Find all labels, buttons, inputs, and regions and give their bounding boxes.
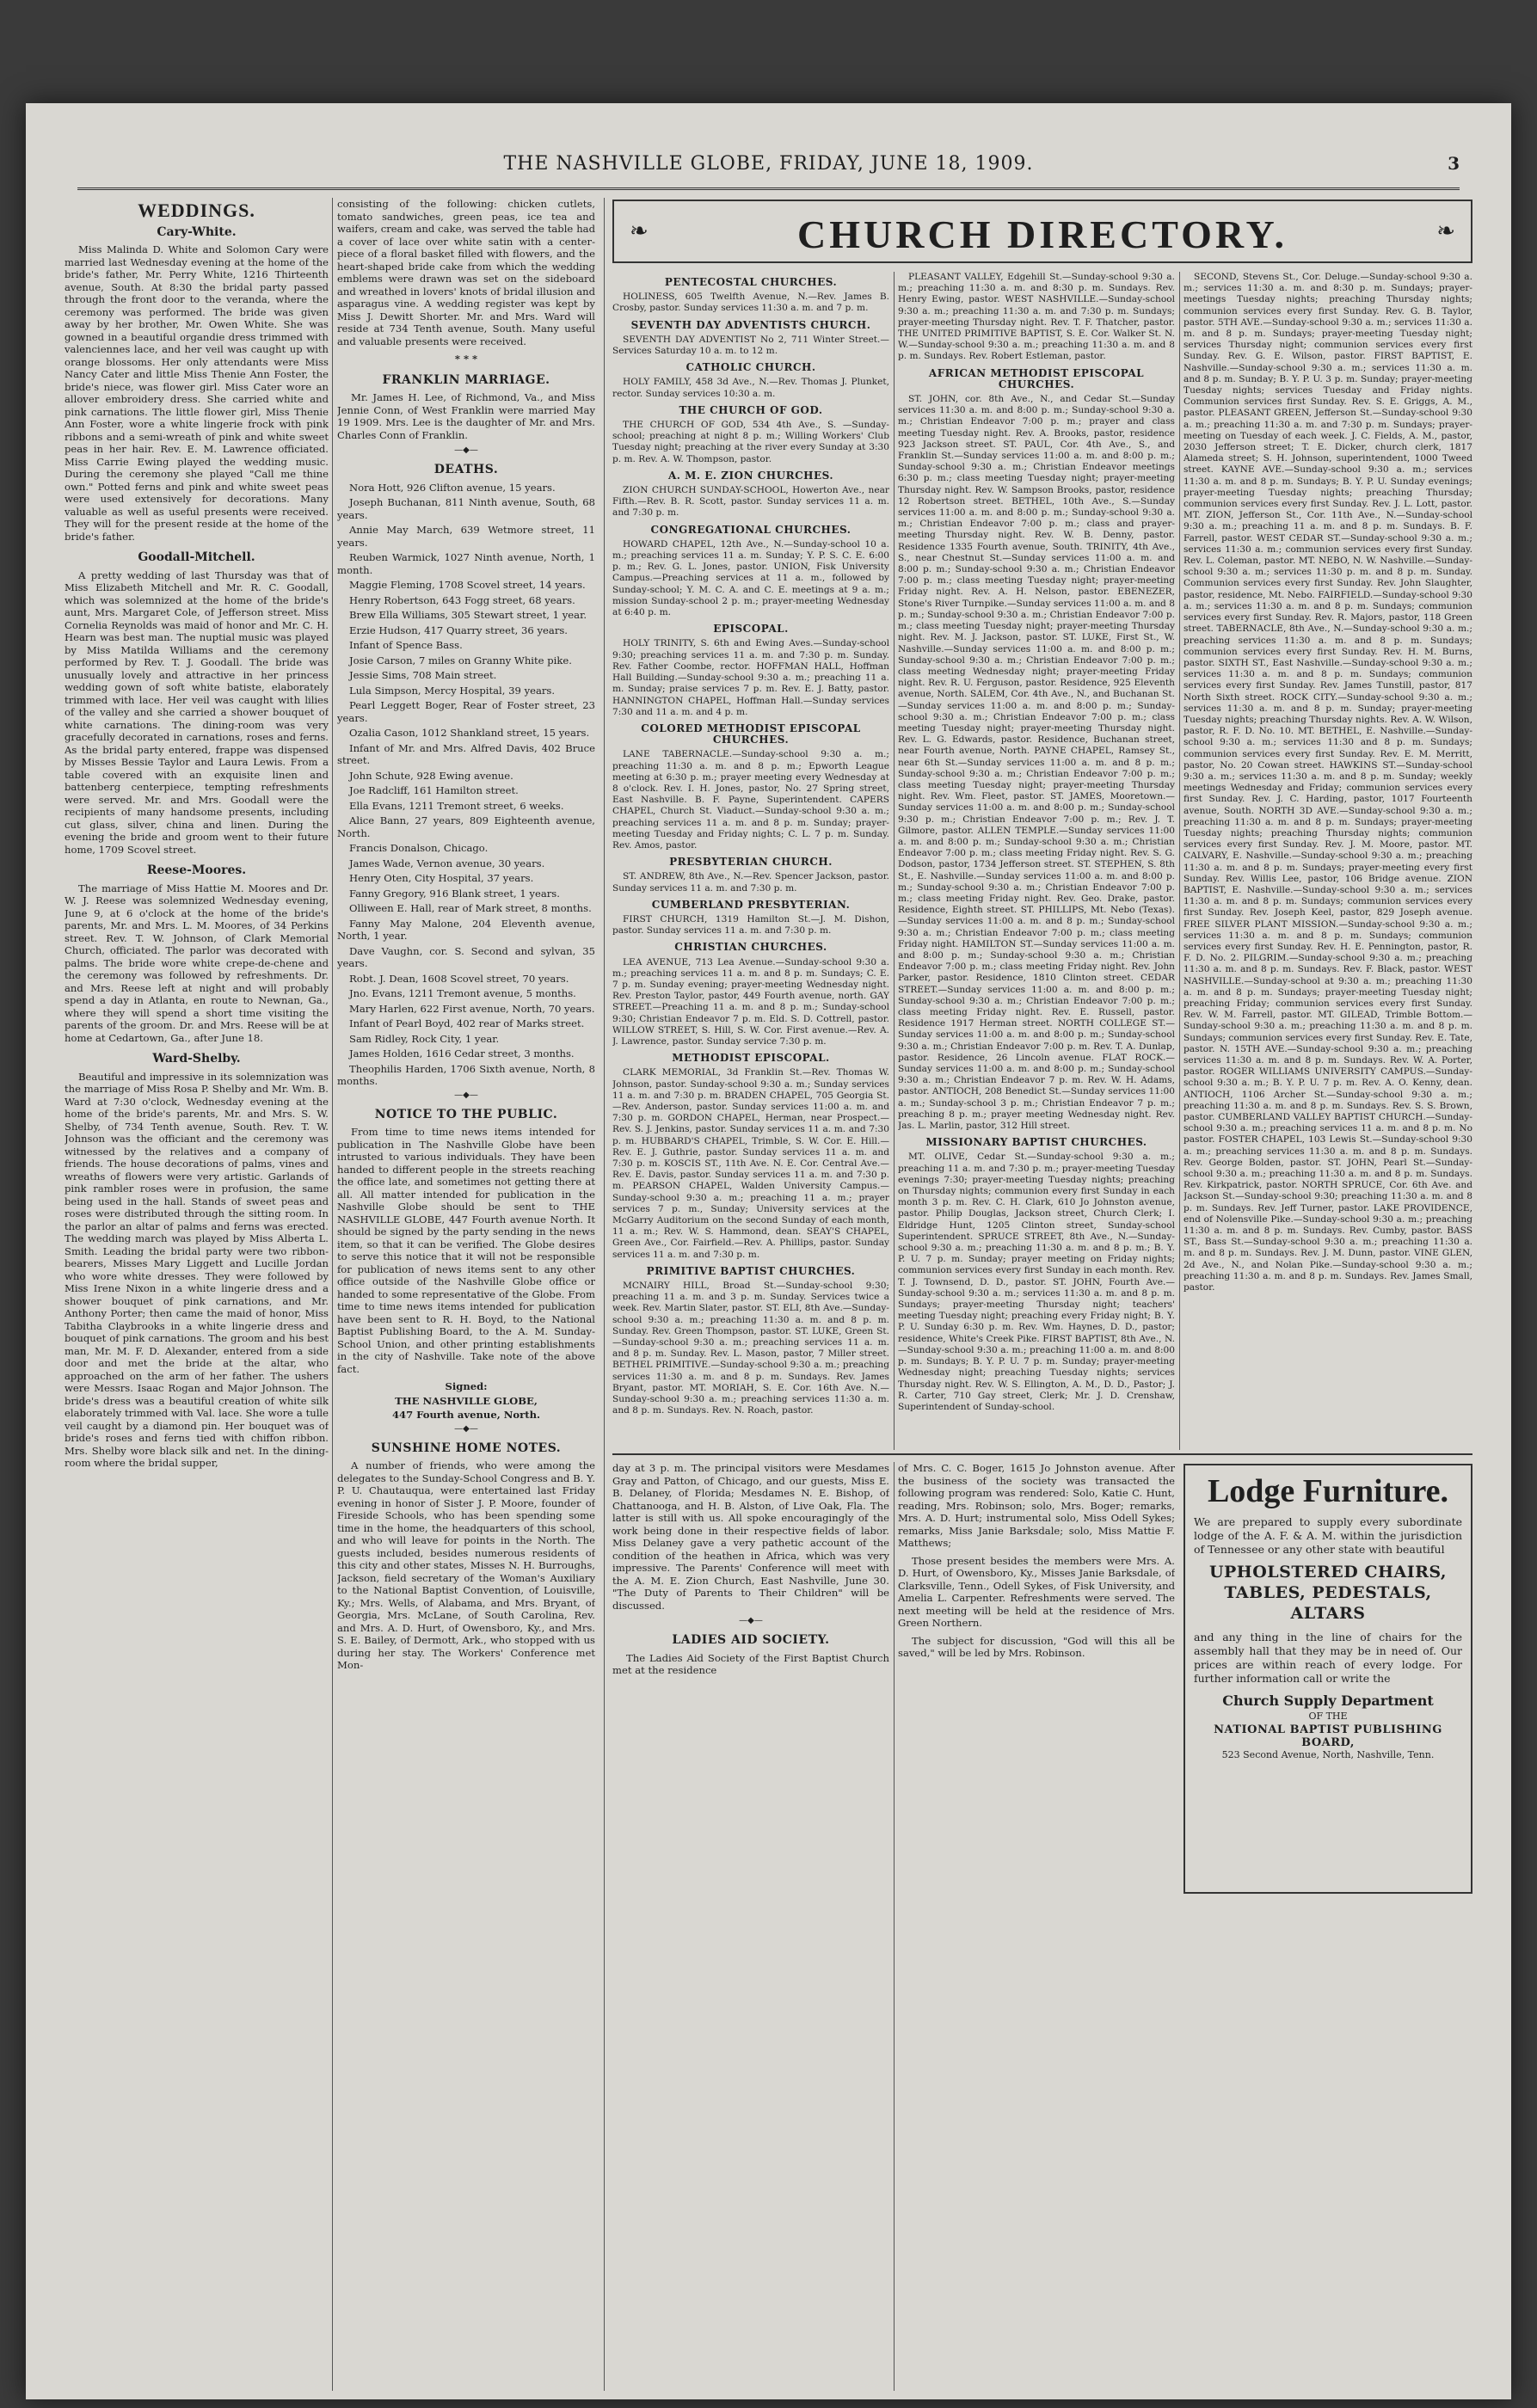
lodge-furniture-ad: [1183, 1464, 1472, 1894]
death-notice: Henry Robertson, 643 Fogg street, 68 years.: [349, 593, 575, 606]
directory-entry: LANE TABERNACLE.—Sunday-school 9:30 a. m.; preaching 11:30 a. m. and 8 p. m.; Epworth League meeting at 6:30 p. m.; prayer meeting every Wednesday at 8 o'clock. Rev. I. H. Jones, pastor, No. 27 Spring street, East Nashville. B. F. Payne, Superintendent. CAPERS CHAPEL, Church St. Viaduct.—Sunday-school 9:30 a. m.; preaching services 11 a. m. and 8 p. m. Sunday; prayer-meeting Tuesday and Friday nights; C. L. 7 p. m. Sunday. Rev. Amos, pastor.: [612, 749, 889, 851]
death-notice: James Wade, Vernon avenue, 30 years.: [349, 857, 545, 869]
death-notice: Infant of Pearl Boyd, 402 rear of Marks street.: [349, 1017, 585, 1029]
directory-entry: ST. ANDREW, 8th Ave., N.—Rev. Spencer Jackson, pastor. Sunday services 11 a. m. and 7:30 p. m.: [612, 871, 889, 894]
ladies-aid-text: The Ladies Aid Society of the First Baptist Church met at the residence: [612, 1651, 889, 1676]
franklin-marriage-title: FRANKLIN MARRIAGE.: [382, 372, 550, 387]
death-notice: Jessie Sims, 708 Main street.: [349, 669, 497, 681]
church-directory-title: CHURCH DIRECTORY.: [797, 212, 1288, 256]
cary-white-title: Cary-White.: [157, 224, 237, 239]
directory-section-heading: EPISCOPAL.: [713, 623, 789, 636]
directory-bottom-rule: [612, 1453, 1472, 1455]
notice-signed-name: THE NASHVILLE GLOBE,: [395, 1394, 538, 1407]
directory-entry: HOLY TRINITY, S. 6th and Ewing Aves.—Sunday-school 9:30; preaching services 11 a. m. and 7:30 p. m. Sunday. Rev. Father Coombe, rector. HOFFMAN HALL, Hoffman Hall Building.—Sunday-school 9:30 a. m.; preaching 11 a. m. Sunday; praise services 7 p. m. Rev. E. J. Batty, pastor. HANNINGTON CHAPEL, Hoffman Hall.—Sunday services 7:30 and 11 a. m. and 4 p. m.: [612, 638, 889, 717]
death-notice: Lula Simpson, Mercy Hospital, 39 years.: [349, 684, 556, 697]
directory-entry: MT. OLIVE, Cedar St.—Sunday-school 9:30 a. m.; preaching 11 a. m. and 7:30 p. m.; prayer-meeting Tuesday evenings 7:30; prayer-meeting Tuesday nights; preaching on Thursday nights; communion every first Sunday in each month 3 p. m. Rev. C. H. Clark, 610 Jo Johnston avenue, pastor. Philip Douglas, Jackson street, Church Clerk; I. Eldridge Hunt, 1205 Clinton street, Sunday-school Superintendent. SPRUCE STREET, 8th Ave., N.—Sunday-school 9:30 a. m.; preaching 11:30 a. m. and 8 p. m.; B. Y. P. U. 7 p. m. Sunday; prayer meeting on Friday nights; communion services every first Sunday in each month. Rev. T. J. Townsend, D. D., pastor. ST. JOHN, Fourth Ave.—Sunday-school 9:30 a. m.; services 11:30 a. m. and 8 p. m. Sundays; prayer-meeting Thursday night; teachers' meeting Tuesday night; preaching every Friday night; B. Y. P. U. Sunday 6:30 p. m. Rev. Wm. Haynes, D. D., pastor; residence, White's Creek Pike. FIRST BAPTIST, 8th Ave., N.—Sunday-school 9:30 a. m.; preaching 11:00 a. m. and 8:00 p. m. Sundays; B. Y. P. U. 7 p. m. Sunday; prayer-meeting Wednesday night; preaching Tuesday nights; services Thursday night. Rev. W. S. Ellington, A. M., D. D., Pastor; J. R. Carter, 710 Gay street, Clerk; Mr. J. D. Crenshaw, Superintendent of Sunday-school.: [898, 1152, 1175, 1412]
ward-shelby-title: Ward-Shelby.: [152, 1052, 241, 1066]
notice-title: NOTICE TO THE PUBLIC.: [374, 1107, 558, 1121]
death-notice: Ozalia Cason, 1012 Shankland street, 15 years.: [349, 727, 590, 739]
directory-entry: SEVENTH DAY ADVENTIST No 2, 711 Winter Street.—Services Saturday 10 a. m. to 12 m.: [612, 334, 889, 357]
column-divider: [894, 1462, 895, 2391]
death-notice: Jno. Evans, 1211 Tremont avenue, 5 months.: [349, 987, 576, 999]
ornament-divider: —◆—: [454, 1423, 478, 1434]
directory-entry: MCNAIRY HILL, Broad St.—Sunday-school 9:30; preaching 11 a. m. and 3 p. m. Sunday. Services twice a week. Rev. Martin Slater, pastor. ST. ELI, 8th Ave.—Sunday-school 9:30 a. m.; preaching 11:30 a. m. and 8 p. m. Sunday. Rev. Green Thompson, pastor. ST. LUKE, Green St.—Sunday-school 9:30 a. m.; preaching services 11 a. m. and 8 p. m. Sunday. Rev. L. Mason, pastor, 7 Miller street. BETHEL PRIMITIVE.—Sunday-school 9:30 a. m.; preaching services 11:30 a. m. and 8 p. m. Sundays. Rev. James Bryant, pastor. MT. MORIAH, S. E. Cor. 16th Ave. N.—Sunday-school 9:30 a. m.; preaching services 11:30 a. m. and 8 p. m. Sundays. Rev. N. Roach, pastor.: [612, 1281, 889, 1416]
death-notice: Infant of Spence Bass.: [349, 639, 463, 651]
notice-signed-address: 447 Fourth avenue, North.: [391, 1409, 541, 1421]
ladies-aid-title: LADIES AID SOCIETY.: [672, 1633, 830, 1647]
death-notice: Pearl Leggett Boger, Rear of Foster street, 23 years.: [337, 699, 595, 724]
leaf-ornament-icon: ❧: [630, 218, 649, 244]
ad-department: Church Supply Department: [1222, 1692, 1434, 1709]
notice-signed: Signed:: [445, 1380, 488, 1392]
goodall-mitchell-title: Goodall-Mitchell.: [138, 550, 255, 564]
ad-of: OF THE: [1308, 1711, 1348, 1722]
death-notice: Reuben Warmick, 1027 Ninth avenue, North, 1 month.: [337, 551, 595, 576]
directory-section-heading: SEVENTH DAY ADVENTISTS CHURCH.: [630, 318, 871, 331]
directory-entry: ZION CHURCH SUNDAY-SCHOOL, Howerton Ave., near Fifth.—Rev. B. R. Scott, pastor. Sunday services 11 a. m. and 7:30 p. m.: [612, 485, 889, 519]
directory-entry: HOLINESS, 605 Twelfth Avenue, N.—Rev. James B. Crosby, pastor. Sunday services 11:30 a. m. and 7 p. m.: [612, 292, 889, 314]
second-column: [337, 198, 595, 2391]
lower-column-1: [612, 1462, 889, 2391]
sunshine-continued: day at 3 p. m. The principal visitors were Mesdames Gray and Patton, of Chicago, and our guests, Miss E. B. Delaney, of Florida; Mesdames N. E. Bishop, of Chattanooga, and H. B. Alston, of Live Oak, Fla. The latter is still with us. All spoke encouragingly of the work being done in their respective fields of labor. Miss Delaney gave a very pathetic account of the condition of the heathen in Africa, which was very impressive. The Parents' Conference will meet with the A. M. E. Zion Church, East Nashville, June 30. "The Duty of Parents to Their Children" will be discussed.: [612, 1462, 889, 1612]
directory-entry: PLEASANT VALLEY, Edgehill St.—Sunday-school 9:30 a. m.; preaching 11:30 a. m. and 8:30 p. m. Sundays. Rev. Henry Ewing, pastor. WEST NASHVILLE.—Sunday-school 9:30 a. m.; preaching 11:30 a. m. and 7:30 p. m. Sundays; prayer-meeting Thursday night. Rev. T. F. Thatcher, pastor. THE UNITED PRIMITIVE BAPTIST, S. E. Cor. Walker St. N. W.—Sunday-school 9:30 a. m.; preaching 11:30 a. m. and 8 p. m. Sundays. Rev. Robert Estleman, pastor.: [898, 272, 1175, 362]
directory-entry: HOWARD CHAPEL, 12th Ave., N.—Sunday-school 10 a. m.; preaching services 11 a. m. Sunday; Y. P. S. C. E. 6:00 p. m.; Rev. G. L. Jones, pastor. UNION, Fisk University Campus.—Preaching services at 11 a. m., followed by Sunday-school; Y. M. C. A. and C. E. meetings at 9 a. m.; mission Sunday-school 2 p. m.; prayer-meeting Wednesday at 6:40 p. m.: [612, 538, 889, 618]
ad-address: 523 Second Avenue, North, Nashville, Tenn.: [1221, 1749, 1435, 1760]
death-notice: Joseph Buchanan, 811 Ninth avenue, South, 68 years.: [337, 496, 595, 521]
notice-text: From time to time news items intended for publication in The Nashville Globe have been intrusted to various individuals. They have been handed to different people in the streets reaching the office late, and sometimes not getting there at all. All matter intended for publication in the Nashville Globe should be sent to THE NASHVILLE GLOBE, 447 Fourth avenue North. It should be signed by the party sending in the news item, so that it can be verified. The Globe desires to serve this notice that it will not be responsible for publication of news items sent to any other office outside of the Nashville Globe office or handed to some representative of the Globe. From time to time news items intended for publication have been sent to R. H. Boyd, to the National Baptist Publishing Board, to the A. M. Sunday-School Union, and other printing establishments in the city of Nashville. Take note of the above fact.: [337, 1126, 595, 1375]
sunshine-title: SUNSHINE HOME NOTES.: [371, 1440, 562, 1455]
ornament-divider: —◆—: [454, 1090, 478, 1100]
directory-section-heading: PENTECOSTAL CHURCHES.: [664, 276, 838, 288]
death-notice: Fanny May Malone, 204 Eleventh avenue, North, 1 year.: [337, 917, 595, 942]
directory-section-heading: COLORED METHODIST EPISCOPAL CHURCHES.: [641, 722, 861, 746]
death-notice: Infant of Mr. and Mrs. Alfred Davis, 402 Bruce street.: [337, 741, 595, 766]
stars-divider: * * *: [454, 353, 478, 365]
directory-section-heading: AFRICAN METHODIST EPISCOPAL CHURCHES.: [928, 366, 1145, 390]
directory-entry: ST. JOHN, cor. 8th Ave., N., and Cedar St.—Sunday services 11:30 a. m. and 8:00 p. m.; Sunday-school 9:30 a. m.; Christian Endeavor 7:00 p. m.; prayer and class meeting Tuesday night. Rev. A. Brooks, pastor, residence 923 Jackson street. ST. PAUL, Cor. 4th Ave., S., and Franklin St.—Sunday services 11:00 a. m. and 8:00 p. m.; Sunday-school 9:30 a. m.; Christian Endeavor meetings 6:30 p. m.; class meeting Tuesday night; prayer-meeting Thursday night. Rev. W. Sampson Brooks, pastor, residence 12 Robertson street. BETHEL, 10th Ave., S.—Sunday services 11:00 a. m. and 8:00 p. m.; Sunday-school 9:30 a. m.; Christian Endeavor 7:00 p. m.; class and prayer-meeting Thursday night. Rev. W. B. Denny, pastor. Residence 1335 Fourth avenue, South. TRINITY, 4th Ave., S., near Chestnut St.—Sunday services 11:00 a. m. and 8:00 p. m.; Sunday-school 9:30 a. m.; Christian Endeavor 7:00 p. m.; class meeting Tuesday night; prayer-meeting Friday night. Rev. A. H. Nelson, pastor. EBENEZER, Stone's River Turnpike.—Sunday services 11:00 a. m. and 8 p. m.; Sunday-school 9:30 a. m.; Christian Endeavor 7:00 p. m.; class meeting Tuesday night; prayer-meeting Thursday night. Rev. M. J. Jackson, pastor. ST. LUKE, First St., W. Nashville.—Sunday services 11:00 a. m. and 8:00 p. m.; Sunday-school 9:30 a. m.; Christian Endeavor 7:00 p. m.; class meeting Wednesday night; prayer-meeting Friday night. Rev. R. U. Ferguson, pastor. Residence, 925 Eleventh avenue, North. SALEM, Cor. 4th Ave., N., and Buchanan St.—Sunday services 11:00 a. m. and 8:00 p. m.; Sunday-school 9:30 a. m.; Christian Endeavor 7:00 p. m.; class meeting Tuesday night; prayer-meeting Thursday night. Rev. L. G. Edwards, pastor. Residence, Buchanan street, near Fourth avenue, North. PAYNE CHAPEL, Ramsey St., near 6th St.—Sunday services 11:00 a. m. and 8 p. m.; Sunday-school 9:30 a. m.; Christian Endeavor 7:00 p. m.; class meeting Tuesday night; prayer-meeting Thursday night. Rev. Wm. Fleet, pastor. ST. JAMES, Mooretown.—Sunday services 11:00 a. m. and 8:00 p. m.; Sunday-school 9:30 p. m.; Christian Endeavor 7:00 p. m.; Rev. J. T. Gilmore, pastor. ALLEN TEMPLE.—Sunday services 11:00 a. m. and 8:00 p. m.; Sunday-school 9:30 a. m.; Christian Endeavor 7:00 p. m.; class meeting Friday night. Rev. S. G. Dodson, pastor, 1734 Jefferson street. ST. STEPHEN, S. 8th St., E. Nashville.—Sunday services 11:00 a. m. and 8:00 p. m.; Sunday-school 9:30 a. m.; Christian Endeavor 7:00 p. m.; class meeting Friday night. Rev. Geo. Drake, pastor. Residence, Eighth street. ST. PHILLIPS, Mt. Nebo (Texas).—Sunday services 11:00 a. m. and 8 p. m.; Sunday-school 9:30 a. m.; Christian Endeavor 7:00 p. m.; class meeting Friday night. HAMILTON ST.—Sunday services 11:00 a. m. and 8:00 p. m.; Sunday-school 9:30 a. m.; Christian Endeavor 7:00 p. m.; class meeting Friday night. Rev. John Parker, pastor. Residence, 1810 Clinton street. CEDAR STREET.—Sunday services 11:00 a. m. and 8:00 p. m.; Sunday-school 9:30 a. m.; Christian Endeavor 7:00 p. m.; class meeting Friday night. Rev. E. Russell, pastor. Residence 1917 Herman street. NORTH COLLEGE ST.—Sunday services 11:00 a. m. and 8:00 p. m.; Sunday-school 9:30 a. m.; Christian Endeavor 7:00 p. m. Rev. T. A. Dunlap, pastor. Residence, 26 Lincoln avenue. FLAT ROCK.—Sunday services 11:00 a. m. and 8:00 p. m.; Sunday-school 9:30 a. m.; Christian Endeavor 7 p. m. Rev. W. H. Adams, pastor. ANTIOCH, 208 Benedict St.—Sunday services 11:00 a. m.; Sunday-school 3 p. m.; Christian Endeavor 7 p. m.; preaching 8 p. m.; prayer meeting Wednesday night. Rev. Jas. L. Marlin, pastor, 312 Hill street.: [898, 394, 1175, 1132]
directory-section-heading: PRIMITIVE BAPTIST CHURCHES.: [646, 1264, 856, 1277]
death-notice: James Holden, 1616 Cedar street, 3 months.: [349, 1047, 575, 1060]
directory-column-2: [898, 272, 1175, 1450]
weddings-column: [65, 198, 329, 2391]
column-divider: [332, 198, 333, 2391]
ad-board: NATIONAL BAPTIST PUBLISHING BOARD,: [1214, 1723, 1442, 1749]
newspaper-page: [26, 103, 1511, 2399]
death-notice: Erzie Hudson, 417 Quarry street, 36 years.: [349, 624, 568, 636]
death-notice: Ella Evans, 1211 Tremont street, 6 weeks.: [349, 799, 564, 812]
ladies-aid-subject: The subject for discussion, "God will this all be saved," will be led by Mrs. Robinson.: [898, 1634, 1175, 1659]
directory-section-heading: THE CHURCH OF GOD.: [679, 403, 823, 416]
ladies-aid-guests: Those present besides the members were Mrs. A. D. Hurt, of Owensboro, Ky., Misses Janie Barksdale, of Clarksville, Tenn., Odell Sykes, of Fisk University, and Amelia L. Carpenter. Refreshments were served. The next meeting will be held at the residence of Mrs. Green Northern.: [898, 1554, 1175, 1629]
death-notice: Brew Ella Williams, 305 Stewart street, 1 year.: [349, 609, 587, 621]
directory-section-heading: PRESBYTERIAN CHURCH.: [669, 856, 833, 869]
directory-section-heading: CUMBERLAND PRESBYTERIAN.: [651, 898, 851, 911]
death-notice: Nora Hott, 926 Clifton avenue, 15 years.: [349, 481, 556, 494]
masthead-title: THE NASHVILLE GLOBE, FRIDAY, JUNE 18, 1909.: [503, 153, 1034, 175]
death-notice: Mary Harlen, 622 First avenue, North, 70 years.: [349, 1002, 595, 1015]
ad-intro: We are prepared to supply every subordinate lodge of the A. F. & A. M. within the jurisdiction of Tennessee or any other state with beautiful: [1194, 1515, 1462, 1556]
lower-column-2: [898, 1462, 1175, 2391]
ad-title: Lodge Furniture.: [1207, 1473, 1449, 1509]
directory-entry: SECOND, Stevens St., Cor. Deluge.—Sunday-school 9:30 a. m.; services 11:30 a. m. and 8:30 p. m. Sundays; prayer-meetings Tuesday nights; preaching Thursday nights; communion services every first Sunday. Rev. G. B. Taylor, pastor. 5TH AVE.—Sunday-school 9:30 a. m.; services 11:30 a. m. and 8 p. m. Sundays; prayer-meeting Tuesday night; services Thursday night; communion services every first Sunday. Rev. G. E. Wilson, pastor. FIRST BAPTIST, E. Nashville.—Sunday-school 9:30 a. m.; services 11:30 a. m. and 8 p. m. Sunday; B. Y. P. U. 3 p. m. Sunday; prayer-meeting Tuesday nights; services Tuesday and Friday nights. Communion services first Sunday. Rev. S. E. Griggs, A. M., pastor. PLEASANT GREEN, Jefferson St.—Sunday-school 9:30 a. m.; preaching 11:30 a. m. and 7:30 p. m. Sundays; prayer-meeting on Tuesday of each week. J. C. Fields, A. M., pastor, 2030 Jefferson street; T. E. Dicker, church clerk, 1817 Alameda street; S. H. Johnson, superintendent, 1000 Tweed street. KAYNE AVE.—Sunday-school 9:30 a. m.; services 11:30 a. m. and 8 p. m. Sundays; B. Y. P. U. Sunday evenings; prayer-meeting Tuesday nights; preaching Thursday; communion services every first Sunday. Rev. J. L. Lott, pastor. MT. ZION, Jefferson St., Cor. 11th Ave., N.—Sunday-school 9:30 a. m.; preaching 11 a. m. and 8 p. m. Sundays. B. F. Farrell, pastor. WEST CEDAR ST.—Sunday-school 9:30 a. m.; services 11:30 a. m.; communion services every first Sunday. Rev. L. Coleman, pastor. MT. NEBO, N. W. Nashville.—Sunday-school 9:30 a. m.; services 11:30 p. m. and 8 p. m. Sunday. Communion services every first Sunday. Rev. John Slaughter, pastor, residence, Mt. Nebo. FAIRFIELD.—Sunday-school 9:30 a. m.; services 11:30 a. m. and 8 p. m. Sundays; communion services every first Sunday. Rev. R. Majors, pastor, 118 Green street. TABERNACLE, 8th Ave., N.—Sunday-school 9:30 a. m.; preaching services 11:30 a. m. and 8 p. m. Sundays; communion services every first Sunday. Rev. H. M. Burns, pastor. SIXTH ST., East Nashville.—Sunday-school 9:30 a. m.; services 11:30 a. m. and 8 p. m. Sundays; communion services every first Sunday. Rev. James Tunstill, pastor, 817 North Sixth street. ROCK CITY.—Sunday-school 9:30 a. m.; services 11:30 a. m. and 8 p. m. Sunday; prayer-meeting Tuesday nights; preaching Thursday nights. Rev. A. W. Wilson, pastor, R. F. D. No. 10. MT. BETHEL, E. Nashville.—Sunday-school 9:30 a. m.; services 11:30 and 8 p. m. Sundays; communion services every first Sunday. Rev. E. M. Merritt, pastor, No. 20 Cowan street. HAWKINS ST.—Sunday-school 9:30 a. m.; services 11:30 a. m. and 8 p. m. Sunday; weekly meetings Wednesday and Friday; communion services every first Sunday. Rev. J. C. Harding, pastor, 1017 Fourteenth avenue, South. NORTH 3D AVE.—Sunday-school 9:30 a. m.; preaching 11:30 a. m. and 8 p. m. Sundays; prayer-meeting Tuesday nights; preaching Thursday nights; communion services every first Sunday. Rev. J. M. Moore, pastor. MT. CALVARY, E. Nashville.—Sunday-school 9:30 a. m.; preaching 11:30 a. m. and 8 p. m. Sundays; prayer-meeting every first Sunday. Rev. Willis Lee, pastor, 106 Bridge avenue. ZION BAPTIST, E. Nashville.—Sunday-school 9:30 a. m.; services 11:30 a. m. and 8 p. m. Sundays; communion services every first Sunday. Rev. Joseph Keel, pastor, 829 Joseph avenue. FREE SILVER PLANT MISSION.—Sunday-school 9:30 a. m.; services 11:30 a. m. and 8 p. m. Sundays; communion services every first Sunday. Rev. H. E. Pennington, pastor, R. F. D. No. 2. PILGRIM.—Sunday-school 9:30 a. m.; preaching 11:30 a. m. and 8 p. m. Sundays. Rev. F. Black, pastor. WEST NASHVILLE.—Sunday-school at 9:30 a. m.; preaching 11:30 a. m. and 8 p. m. Sundays; prayer-meeting Tuesday night; preaching Friday; communion services every first Sunday. Rev. W. M. Farrell, pastor. MT. GILEAD, Trimble Bottom.—Sunday-school 9:30 a. m.; preaching 11:30 a. m. and 8 p. m. Sundays; communion services every first Sunday. Rev. E. Tate, pastor. N. 15TH AVE.—Sunday-school 9:30 a. m.; preaching services 11:30 a. m. and 8 p. m. Sundays. Rev. W. A. Porter, pastor. ROGER WILLIAMS UNIVERSITY CAMPUS.—Sunday-school 9:30 a. m.; B. Y. P. U. 7 p. m. Rev. A. O. Kenny, dean. ANTIOCH, 1106 Archer St.—Sunday-school 9:30 a. m.; preaching 11:30 a. m. and 8 p. m. Sundays. Rev. S. S. Brown, pastor. CUMBERLAND VALLEY BAPTIST CHURCH.—Sunday-school 9:30 a. m.; preaching services 11 a. m. and 8 p. m. No pastor. FOSTER CHAPEL, 103 Lewis St.—Sunday-school 9:30 a. m.; preaching services 11:30 a. m. and 8 p. m. Sundays. Rev. George Bolden, pastor. ST. JOHN, Pearl St.—Sunday-school 9:30 a. m.; preaching 11:30 a. m. and 8 p. m. Sundays. Rev. Kirkpatrick, pastor. NORTH SPRUCE, Cor. 6th Ave. and Jackson St.—Sunday-school 9:30; preaching 11:30 a. m. and 8 p. m. Sundays. Rev. Jeff Turner, pastor. LAKE PROVIDENCE, end of Nolensville Pike.—Sunday-school 9:30 a. m.; preaching 11:30 a. m. and 8 p. m. Sundays. Rev. Cumby, pastor. BASS ST., Bass St.—Sunday-school 9:30 a. m.; preaching 11:30 a. m. and 8 p. m. Sundays. Rev. J. M. Dunn, pastor. VINE GLEN, 2d Ave., N., and Nolan Pike.—Sunday-school 9:30 a. m.; preaching 11:30 a. m. and 8 p. m. Sundays. Rev. James Small, pastor.: [1183, 272, 1472, 1293]
directory-section-heading: CATHOLIC CHURCH.: [686, 361, 816, 374]
ad-details: and any thing in the line of chairs for the assembly hall that they may be in need of. Our prices are within reach of every lodge. For further information call or write the: [1194, 1631, 1462, 1685]
page-number: 3: [1448, 153, 1460, 174]
death-notice: Josie Carson, 7 miles on Granny White pike.: [349, 654, 572, 666]
death-notice: Theophilis Harden, 1706 Sixth avenue, North, 8 months.: [337, 1062, 595, 1087]
goodall-mitchell-text: A pretty wedding of last Thursday was that of Miss Elizabeth Mitchell and Mr. R. C. Goodall, which was solemnized at the home of the bride's aunt, Mrs. Margaret Cole, of Jefferson street. Miss Cornelia Reynolds was maid of honor and Mr. C. H. Hearn was best man. The nuptial music was played by Miss Matilda Williams and the ceremony performed by Rev. T. J. Goodall. The bride was unusually lovely and attractive in her princess wedding gown of soft white batiste, elaborately trimmed with lace. Her veil was caught with lilies of the valley and she carried a shower bouquet of white carnations. The dining-room was very gracefully decorated in carnations, roses and ferns. As the bridal party entered, frappe was dispensed by Misses Bessie Taylor and Laura Lewis. From a table covered with an exquisite linen and battenberg centerpiece, tempting refreshments were served. Mr. and Mrs. Goodall were the recipients of many handsome presents, including cut glass, silver, china and linen. During the evening the bride and groom went to their future home, 1709 Scovel street.: [65, 568, 329, 856]
directory-entry: FIRST CHURCH, 1319 Hamilton St.—J. M. Dishon, pastor. Sunday services 11 a. m. and 7:30 p. m.: [612, 913, 889, 937]
ladies-aid-continued: of Mrs. C. C. Boger, 1615 Jo Johnston avenue. After the business of the society was transacted the following program was rendered: Solo, Katie C. Hunt, reading, Mrs. Robinson; solo, Mrs. Boger; remarks, Mrs. A. D. Hurt; instrumental solo, Miss Odell Sykes; remarks, Miss Janie Barksdale; solo, Miss Mattie F. Matthews;: [898, 1462, 1175, 1549]
cary-white-text: Miss Malinda D. White and Solomon Cary were married last Wednesday evening at the home of the bride's father, Mr. Perry White, 1216 Thirteenth avenue, South. At 8:30 the bridal party passed through the front door to the veranda, where the ceremony was performed. The bride was given away by her brother, Mr. Owen White. She was gowned in a beautiful organdie dress trimmed with valenciennes lace, and her veil was caught up with orange blossoms. Her only attendants were Miss Nancy Cater and little Miss Thenie Ann Foster, the bride's niece, was flower girl. Miss Cater wore an allover embroidery dress. She carried white and pink carnations. The little flower girl, Miss Thenie Ann Foster, wore a white lingerie frock with pink ribbons and a semi-wreath of pink and white sweet peas in her hair. Rev. E. M. Lawrence officiated. Miss Carrie Ewing played the wedding music. During the ceremony she played "Call me thine own." Potted ferns and pink and white sweet peas were used extensively for decorations. Many valuable as well as useful presents were received. They will for the present reside at the home of the bride's father.: [65, 243, 329, 543]
death-notice: Sam Ridley, Rock City, 1 year.: [349, 1032, 500, 1045]
ad-products: UPHOLSTERED CHAIRS, TABLES, PEDESTALS, ALTARS: [1208, 1563, 1448, 1623]
death-notice: Annie May March, 639 Wetmore street, 11 years.: [337, 524, 595, 549]
column-divider: [1179, 272, 1180, 1450]
directory-entry: LEA AVENUE, 713 Lea Avenue.—Sunday-school 9:30 a. m.; preaching services 11 a. m. and 8 p. m. Sundays; C. E. 7 p. m. Sunday evening; prayer-meeting Wednesday night. Rev. Preston Taylor, pastor, 449 Fourth avenue, north. GAY STREET.—Preaching 11 a. m. and 8 p. m.; Sunday-school 9:30; Christian Endeavor 7 p. m. Eld. S. D. Cottrell, pastor. WILLOW STREET, S. Hill, S. W. Cor. First avenue.—Rev. A. J. Lawrence, pastor. Sunday service 7:30 p. m.: [612, 956, 889, 1047]
directory-section-heading: CHRISTIAN CHURCHES.: [674, 941, 827, 954]
death-notice: Dave Vaughn, cor. S. Second and sylvan, 35 years.: [337, 944, 595, 969]
ward-shelby-continued: consisting of the following: chicken cutlets, tomato sandwiches, green peas, ice tea and waifers, cream and cake, was served the table had a cover of lace over white satin with a center-piece of a floral basket filled with flowers, and the heart-shaped bride cake from which the wedding emblems were drawn was set on the sideboard and wreathed in lovers' knots of bridal illusion and asparagus vine. A wedding register was kept by Miss J. Dewitt Shorter. Mr. and Mrs. Ward will reside at 734 Tenth avenue, South. Many useful and valuable presents were received.: [337, 198, 595, 347]
death-notice: Francis Donalson, Chicago.: [349, 842, 489, 854]
directory-entry: CLARK MEMORIAL, 3d Franklin St.—Rev. Thomas W. Johnson, pastor. Sunday-school 9:30 a. m.; Sunday services 11 a. m. and 7:30 p. m. BRADEN CHAPEL, 705 Georgia St.—Rev. Anderson, pastor. Sunday services 11:00 a. m. and 7:30 p. m. GORDON CHAPEL, Herman, near Prospect.—Rev. S. J. Jenkins, pastor. Sunday services 11 a. m. and 7:30 p. m. HUBBARD'S CHAPEL, Trimble, S. W. Cor. E. Hill.—Rev. E. J. Guthrie, pastor. Sunday services 11 a. m. and 7:30 p. m. KOSCIS ST., 11th Ave. N. E. Cor. Central Ave.—Rev. E. Davis, pastor. Sunday services 11 a. m. and 7:30 p. m. PEARSON CHAPEL, Walden University Campus.—Sunday-school 9:30 a. m.; preaching 11 a. m.; prayer services 7 p. m., Sunday; University services at the McGarry Auditorium on the second Sunday of each month, 11 a. m.; Rev. W. S. Hammond, dean. SEAY'S CHAPEL, Green Ave., Cor. Fairfield.—Rev. A. Phillips, pastor. Sunday services 11 a. m. and 7:30 p. m.: [612, 1067, 889, 1260]
death-notice: Robt. J. Dean, 1608 Scovel street, 70 years.: [349, 972, 569, 985]
deaths-title: DEATHS.: [433, 463, 499, 476]
death-notice: Henry Oten, City Hospital, 37 years.: [349, 872, 534, 884]
ornament-divider: —◆—: [739, 1616, 763, 1625]
column-divider: [894, 272, 895, 1450]
directory-column-1: [612, 272, 889, 1450]
death-notice: Olliween E. Hall, rear of Mark street, 8 months.: [349, 902, 592, 914]
ornament-divider: —◆—: [454, 445, 478, 455]
directory-column-3: [1183, 272, 1472, 1450]
death-notice: Fanny Gregory, 916 Blank street, 1 years.: [349, 887, 560, 900]
directory-entry: THE CHURCH OF GOD, 534 4th Ave., S. —Sunday-school; preaching at night 8 p. m.; Willing Workers' Club Tuesday night; preaching at the river every Sunday at 3:30 p. m. Rev. A. W. Thompson, pastor.: [612, 420, 889, 464]
death-notice: Joe Radcliff, 161 Hamilton street.: [349, 784, 519, 796]
column-divider: [604, 198, 605, 2391]
leaf-ornament-icon: ❧: [1436, 218, 1455, 244]
death-notice: Alice Bann, 27 years, 809 Eighteenth avenue, North.: [337, 814, 595, 839]
masthead: [77, 153, 1460, 190]
sunshine-text: A number of friends, who were among the delegates to the Sunday-School Congress and B. Y. P. U. Chautauqua, were entertained last Friday evening in honor of Sister J. P. Moore, founder of Fireside Schools, who has been spending some time in the home, the headquarters of this school, and who will leave for points in the North. The guests included, besides numerous residents of this city and other states, Misses N. H. Burroughs, Jackson, field secretary of the Woman's Auxiliary to the National Baptist Convention, of Louisville, Ky.; Mrs. Wells, of Alabama, and Mrs. Bryant, of Georgia, Mrs. McLane, of South Carolina, Rev. and Mrs. A. D. Hurt, of Owensboro, Ky., and Mrs. S. E. Bailey, of Dermott, Ark., who stopped with us during her stay. The Workers' Conference met Mon-: [337, 1459, 595, 1671]
church-directory-banner: [612, 200, 1472, 263]
death-notice: John Schute, 928 Ewing avenue.: [349, 769, 513, 782]
deaths-list: [337, 482, 595, 1088]
reese-moores-text: The marriage of Miss Hattie M. Moores and Dr. W. J. Reese was solemnized Wednesday evening, June 9, at 6 o'clock at the home of the bride's parents, Mr. and Mrs. L. M. Moores, of 34 Perkins street. Rev. T. W. Johnson, of Clark Memorial Church, officiated. The parlor was decorated with palms. The bride wore white crepe-de-chene and the ceremony was followed by refreshments. Dr. and Mrs. Reese left at night and will probably spend a day in Atlanta, en route to Newnan, Ga., where they will spend a short time visiting the parents of the groom. Dr. and Mrs. Reese will be at home at Cedartown, Ga., after June 18.: [65, 882, 329, 1044]
weddings-heading: WEDDINGS.: [138, 200, 255, 221]
directory-section-heading: CONGREGATIONAL CHURCHES.: [650, 523, 851, 536]
death-notice: Maggie Fleming, 1708 Scovel street, 14 years.: [349, 579, 586, 591]
directory-section-heading: A. M. E. ZION CHURCHES.: [667, 469, 834, 482]
directory-section-heading: MISSIONARY BAPTIST CHURCHES.: [925, 1136, 1147, 1149]
ward-shelby-text: Beautiful and impressive in its solemnization was the marriage of Miss Rosa P. Shelby and Mr. Wm. B. Ward at 7:30 o'clock, Wednesday evening at the home of the bride's parents, Mr. and Mrs. S. W. Shelby, of 734 Tenth avenue, South. Rev. T. W. Johnson was the officiant and the ceremony was witnessed by the relatives and a company of friends. The house decorations of palms, vines and wreaths of flowers were very artistic. Garlands of pink rambler roses were in profusion, the same being used in the hall. Stands of sweet peas and roses were distributed through the sitting room. In the parlor an altar of palms and ferns was erected. The wedding march was played by Miss Alberta L. Smith. Leading the bridal party were two ribbon-bearers, Misses Mary Liggett and Lucille Jordan who wore white dresses. They were followed by Miss Irene Nixon in a white lingerie dress and a shower bouquet of pink carnations, and Mr. Anthony Porter; then came the maid of honor, Miss Tabitha Claybrooks in a white lingerie dress and bouquet of pink carnations. The groom and his best man, Mr. M. F. D. Alexander, entered from a side door and met the bride at the altar, who approached on the arm of her father. The ushers were Messrs. Isaac Rogan and Major Johnson. The bride's dress was a beautiful creation of white silk elaborately trimmed with Val. lace. She wore a tulle veil caught by a diamond pin. Her bouquet was of bride's roses and ferns tied with chiffon ribbon. Mrs. Shelby wore black silk and net. In the dining-room where the bridal supper,: [65, 1070, 329, 1469]
directory-entry: HOLY FAMILY, 458 3d Ave., N.—Rev. Thomas J. Plunket, rector. Sunday services 10:30 a. m.: [612, 377, 889, 399]
directory-section-heading: METHODIST EPISCOPAL.: [672, 1052, 830, 1065]
reese-moores-title: Reese-Moores.: [146, 863, 247, 877]
franklin-marriage-text: Mr. James H. Lee, of Richmond, Va., and Miss Jennie Conn, of West Franklin were married May 19 1909. Mrs. Lee is the daughter of Mr. and Mrs. Charles Conn of Franklin.: [337, 391, 595, 441]
